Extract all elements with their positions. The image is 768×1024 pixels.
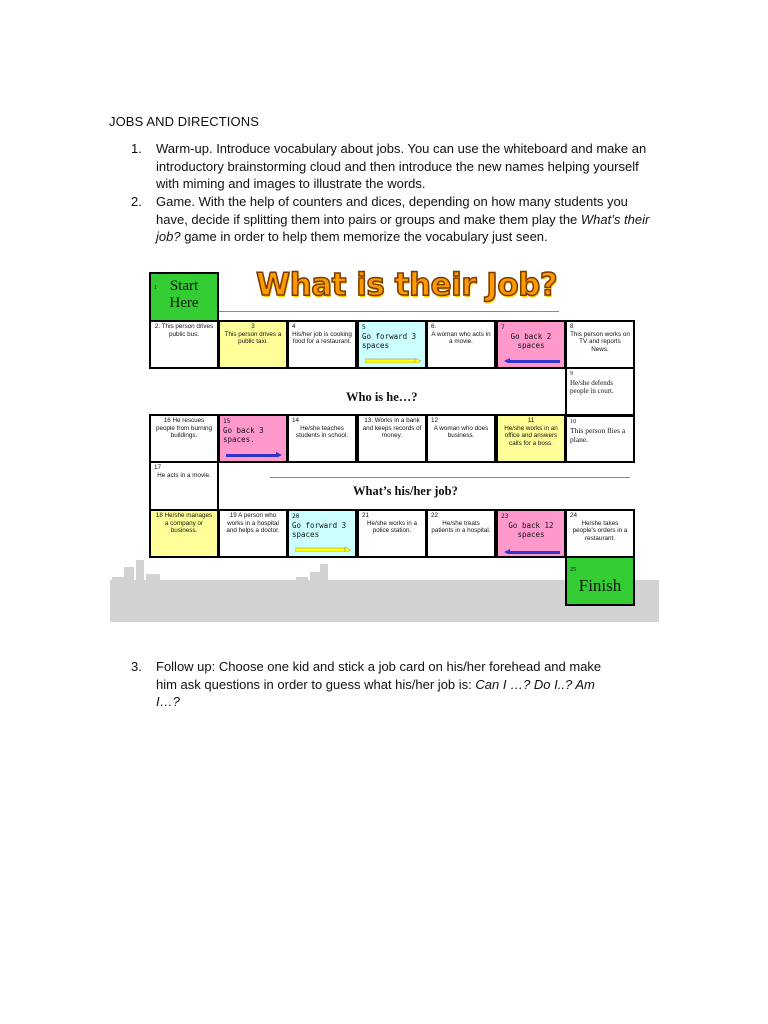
list-text: Game. With the help of counters and dices, depending on how many students you have, decide if splitting them into pairs or groups and make them play the What’s their job? game in order to help them memorize the vocabulary just seen. [156, 194, 650, 244]
space-4: 4 His/her job is cooking food for a restaurant. [287, 320, 357, 369]
space-25: 25 Finish [565, 556, 635, 606]
list-number: 1. [131, 141, 142, 156]
space-23: 23 Go back 12 spaces [496, 509, 566, 558]
space-19: 19 A person who works in a hospital and helps a doctor. [218, 509, 288, 558]
space-6: 6. A woman who acts in a movie. [426, 320, 496, 369]
space-15: 15 Go back 3 spaces. [218, 414, 288, 463]
forward-arrow-icon [365, 358, 421, 363]
back-arrow-icon [504, 549, 560, 554]
back-arrow-icon [226, 452, 282, 457]
space-13: 13. Works in a bank and keeps records of money. [357, 414, 427, 463]
space-9: 9 He/she defends people in court. [565, 367, 635, 417]
path-line [219, 311, 559, 312]
space-24: 24 He/she takes people's orders in a restaurant. [565, 509, 635, 558]
board-game-image [110, 262, 659, 622]
board-title: What is their Job? [256, 267, 558, 303]
space-8: 8 This person works on TV and reports News. [565, 320, 635, 369]
space-2: 2. This person drives public bus. [149, 320, 219, 369]
document-title: JOBS AND DIRECTIONS [109, 114, 259, 129]
space-1: 1 Start Here [149, 272, 219, 322]
path-line [270, 477, 630, 478]
who-is-he-label: Who is he…? [346, 390, 418, 404]
back-arrow-icon [504, 358, 560, 363]
space-17: 17 He acts in a movie. [149, 461, 219, 511]
whats-his-her-job-label: What’s his/her job? [353, 484, 458, 498]
space-11: 11 He/she works in an office and answers calls for a boss. [496, 414, 566, 463]
list-number: 2. [131, 194, 142, 209]
space-3: 3 This person drives a public taxi. [218, 320, 288, 369]
space-14: 14 He/she teaches students in school. [287, 414, 357, 463]
space-10: 10 This person flies a plane. [565, 414, 635, 463]
space-5: 5 Go forward 3 spaces [357, 320, 427, 369]
space-20: 20 Go forward 3 spaces [287, 509, 357, 558]
list-text: Warm-up. Introduce vocabulary about jobs. You can use the whiteboard and make an introductory brainstorming cloud and then introduce the new names helping yourself with miming and images to illustrate the words. [156, 141, 647, 191]
space-21: 21 He/she works in a police station. [357, 509, 427, 558]
space-16: 16 He rescues people from burning buildings. [149, 414, 219, 463]
space-12: 12 A woman who does business. [426, 414, 496, 463]
space-22: 22 He/she treats patients in a hospital. [426, 509, 496, 558]
space-7: 7 Go back 2 spaces [496, 320, 566, 369]
space-18: 18 He/she manages a company or business. [149, 509, 219, 558]
list-number: 3. [131, 659, 142, 674]
forward-arrow-icon [295, 547, 351, 552]
list-text: Follow up: Choose one kid and stick a job card on his/her forehead and make him ask questions in order to guess what his/her job is: Can I …? Do I..? Am I…? [156, 659, 602, 709]
